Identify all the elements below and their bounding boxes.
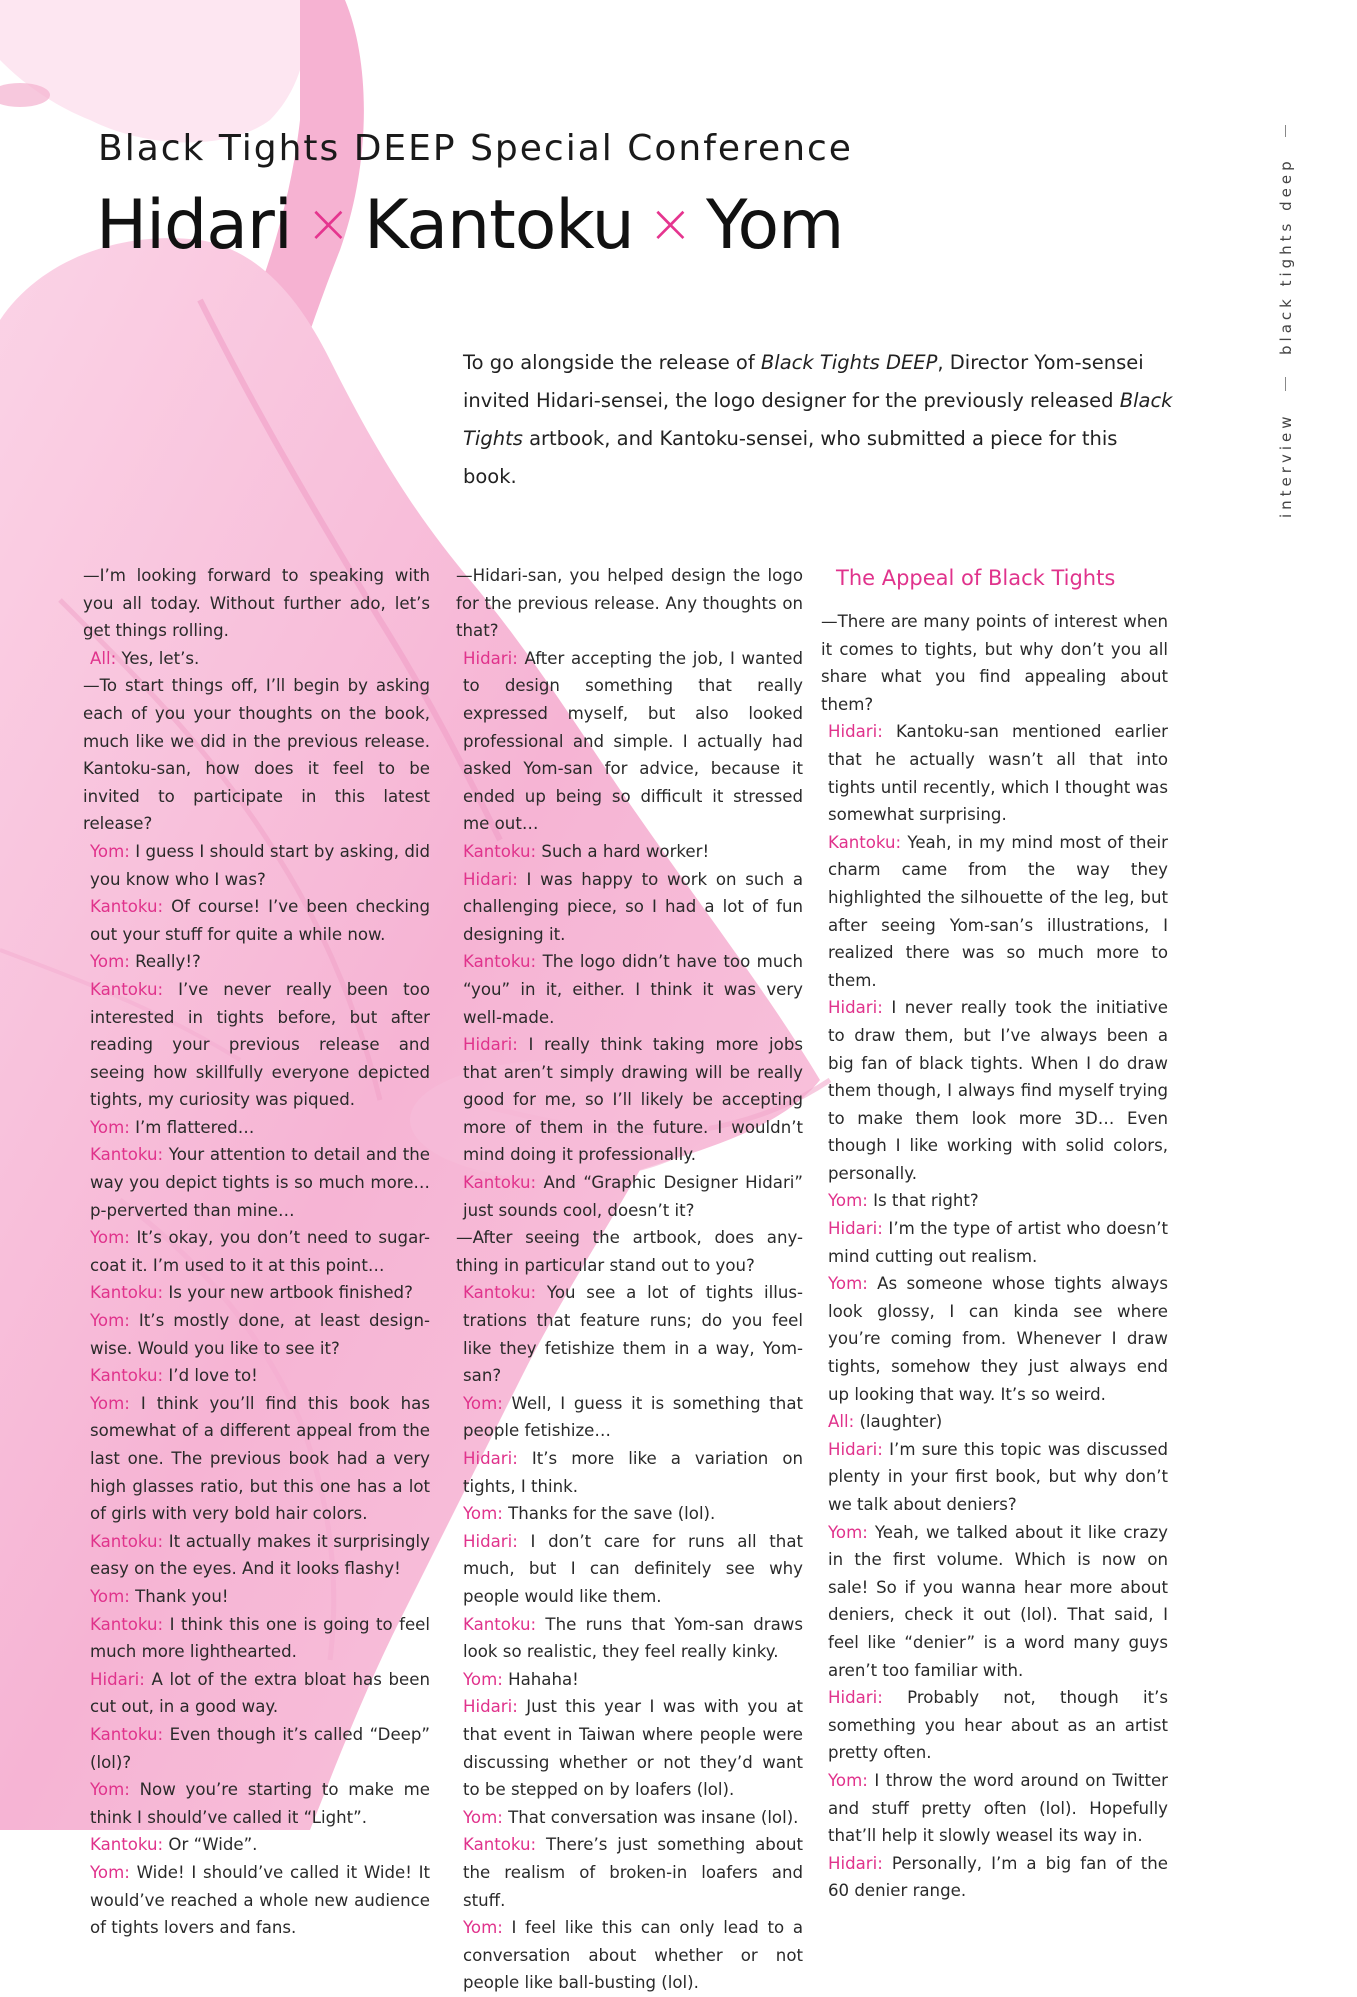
dialogue-line: [463, 1169, 803, 1224]
dialogue-text: You see a lot of tights illus-trations that feature runs; do you feel like they fetishize them in a way, Yom-san?: [463, 1283, 803, 1386]
dialogue-text: And “Graphic Designer Hidari” just sounds cool, doesn’t it?: [463, 1173, 803, 1220]
dialogue-text: Even though it’s called “Deep” (lol)?: [90, 1724, 430, 1772]
dialogue-text: Yeah, we talked about it like crazy in the first volume. Which is now on sale! So if you wanna hear more about deniers, check it out (lol). That said, I feel like “denier” is a word many guys aren’t too familiar with.: [828, 1522, 1168, 1680]
speaker-label: Kantoku:: [463, 952, 537, 972]
dialogue-text: I don’t care for runs all that much, but I can definitely see why people would like them.: [463, 1531, 803, 1606]
dialogue-text: I feel like this can only lead to a conversation about whether or not people like ball-busting (lol).: [463, 1918, 803, 1993]
speaker-label: Kantoku:: [828, 832, 902, 852]
sidebar-label: [1271, 125, 1301, 545]
speaker-label: Hidari:: [90, 1669, 145, 1689]
dialogue-text: Now you’re starting to make me think I should’ve called it “Light”.: [90, 1780, 430, 1827]
dialogue-line: [828, 1408, 1168, 1436]
speaker-label: Kantoku:: [90, 1366, 164, 1386]
dialogue-text: Yes, let’s.: [116, 648, 200, 668]
main-title: [96, 186, 843, 265]
dialogue-line: [90, 1859, 430, 1942]
dialogue-text: Yeah, in my mind most of their charm came from the way they highlighted the silhouette of the leg, but after seeing Yom-san’s illustrations, I realized there was so much more to them.: [828, 832, 1168, 990]
dialogue-text: The runs that Yom-san draws look so realistic, they feel really kinky.: [463, 1614, 803, 1662]
interviewer-question: [456, 1224, 803, 1279]
speaker-label: Hidari:: [828, 1853, 883, 1873]
speaker-label: Yom:: [463, 1669, 503, 1689]
speaker-label: Hidari:: [463, 1531, 518, 1551]
dialogue-line: [463, 1279, 803, 1389]
dialogue-text: I never really took the initiative to draw them, but I’ve always been a big fan of black tights. When I do draw them though, I always find myself trying to make them look more 3D… Even though I like working with solid colors, personally.: [828, 998, 1168, 1183]
dialogue-text: That conversation was insane (lol).: [502, 1807, 799, 1827]
speaker-label: All:: [90, 648, 117, 668]
column-3: [821, 562, 1168, 1905]
dialogue-line: [90, 1721, 430, 1776]
dialogue-line: [828, 1767, 1168, 1850]
dialogue-line: [828, 1215, 1168, 1270]
section-heading: The Appeal of Black Tights: [836, 566, 1116, 590]
speaker-label: Kantoku:: [90, 1614, 164, 1634]
dialogue-line: [463, 948, 803, 1031]
speaker-label: Hidari:: [828, 1688, 883, 1708]
dialogue-line: [828, 994, 1168, 1187]
dialogue-text: Probably not, though it’s something you hear about as an artist pretty often.: [828, 1688, 1168, 1763]
dialogue-text: I’ve never really been too interested in tights before, but after reading your previous release and seeing how skillfully everyone depicted tights, my curiosity was piqued.: [90, 979, 430, 1110]
dialogue-line: [463, 1914, 803, 1997]
speaker-label: Yom:: [828, 1191, 868, 1211]
dialogue-line: [90, 893, 430, 948]
intro-paragraph: [463, 344, 1173, 496]
speaker-label: Yom:: [90, 1862, 130, 1882]
title-separator: ×: [647, 192, 693, 255]
speaker-label: Yom:: [90, 952, 130, 972]
dialogue-text: I’m the type of artist who doesn’t mind cutting out realism.: [828, 1219, 1168, 1266]
speaker-label: Yom:: [463, 1504, 503, 1524]
speaker-label: Yom:: [90, 1117, 130, 1137]
speaker-label: Hidari:: [828, 998, 883, 1018]
dialogue-line: [463, 1611, 803, 1666]
dialogue-text: Wide! I should’ve called it Wide! It would’ve reached a whole new audience of tights lovers and fans.: [90, 1862, 430, 1938]
speaker-label: All:: [828, 1412, 855, 1432]
dialogue-line: [463, 1500, 803, 1528]
sidebar-divider: [1285, 377, 1286, 391]
intro-text: , Director Yom-sensei invited Hidari-sensei, the logo designer for the previously released: [463, 351, 1144, 412]
dialogue-text: Of course! I’ve been checking out your stuff for quite a while now.: [90, 897, 430, 944]
dialogue-line: [463, 1804, 803, 1832]
dialogue-text: It’s more like a variation on tights, I think.: [463, 1449, 803, 1496]
sidebar-text-top: black tights deep: [1277, 157, 1295, 355]
dialogue-text: Really!?: [129, 952, 201, 972]
dialogue-line: [463, 866, 803, 949]
interviewer-question: [821, 608, 1168, 718]
speaker-label: Kantoku:: [90, 1283, 164, 1303]
supertitle: Black Tights DEEP Special Conference: [98, 128, 853, 169]
dialogue-line: [828, 1519, 1168, 1685]
dialogue-line: [463, 1445, 803, 1500]
speaker-label: Kantoku:: [90, 1531, 164, 1551]
dialogue-text: —I’m looking forward to speaking with you all today. Without further ado, let’s get things rolling.: [83, 566, 430, 641]
speaker-label: Yom:: [90, 841, 130, 861]
speaker-label: Yom:: [828, 1274, 868, 1294]
speaker-label: Yom:: [828, 1522, 868, 1542]
dialogue-text: I was happy to work on such a challenging piece, so I had a lot of fun designing it.: [463, 869, 803, 944]
dialogue-line: [90, 1831, 430, 1859]
dialogue-text: Is that right?: [867, 1191, 979, 1211]
dialogue-line: [463, 1528, 803, 1611]
intro-text: artbook, and Kantoku-sensei, who submitted a piece for this book.: [463, 427, 1118, 488]
speaker-label: Yom:: [90, 1228, 130, 1248]
dialogue-line: [90, 1528, 430, 1583]
speaker-label: Yom:: [463, 1807, 503, 1827]
speaker-label: Hidari:: [463, 648, 518, 668]
dialogue-text: —After seeing the artbook, does any-thing in particular stand out to you?: [456, 1228, 803, 1275]
intro-text: To go alongside the release of: [463, 351, 761, 374]
dialogue-line: [828, 1684, 1168, 1767]
dialogue-text: There’s just something about the realism of broken-in loafers and stuff.: [463, 1835, 803, 1910]
dialogue-text: I throw the word around on Twitter and stuff pretty often (lol). Hopefully that’ll help it slowly weasel its way in.: [828, 1770, 1168, 1846]
dialogue-text: It actually makes it surprisingly easy on the eyes. And it looks flashy!: [90, 1531, 430, 1579]
sidebar-divider: [1285, 125, 1286, 137]
speaker-label: Hidari:: [828, 1219, 883, 1239]
dialogue-text: Or “Wide”.: [163, 1835, 258, 1855]
dialogue-line: [90, 976, 430, 1114]
dialogue-line: [463, 1031, 803, 1169]
dialogue-text: I’d love to!: [163, 1366, 258, 1386]
speaker-label: Kantoku:: [90, 1835, 164, 1855]
dialogue-line: [463, 645, 803, 838]
dialogue-text: Kantoku-san mentioned earlier that he actually wasn’t all that into tights until recently, which I thought was somewhat surprising.: [828, 722, 1168, 825]
dialogue-text: After accepting the job, I wanted to design something that really expressed myself, but also looked professional and simple. I actually had asked Yom-san for advice, because it ended up being so difficult it stressed me out…: [463, 648, 803, 834]
speaker-label: Kantoku:: [463, 1173, 537, 1193]
interviewer-question: [456, 562, 803, 645]
dialogue-line: [90, 1307, 430, 1362]
speaker-label: Hidari:: [463, 869, 518, 889]
intro-italic: Black Tights: [463, 389, 1173, 450]
dialogue-line: [463, 1693, 803, 1803]
dialogue-text: Thank you!: [129, 1586, 229, 1606]
dialogue-line: [90, 1776, 430, 1831]
dialogue-text: —Hidari-san, you helped design the logo for the previous release. Any thoughts on that?: [456, 566, 803, 641]
dialogue-text: Thanks for the save (lol).: [502, 1504, 716, 1524]
speaker-label: Kantoku:: [463, 1283, 537, 1303]
dialogue-line: [828, 1850, 1168, 1905]
dialogue-line: [90, 1279, 430, 1307]
speaker-label: Hidari:: [463, 1697, 518, 1717]
dialogue-line: [90, 1611, 430, 1666]
dialogue-text: I think this one is going to feel much more lighthearted.: [90, 1614, 430, 1662]
dialogue-line: [90, 838, 430, 893]
dialogue-line: [828, 1436, 1168, 1519]
dialogue-line: [90, 1141, 430, 1224]
dialogue-line: [90, 1666, 430, 1721]
speaker-label: Yom:: [828, 1770, 868, 1790]
dialogue-text: Just this year I was with you at that event in Taiwan where people were discussing whether or not they’d want to be stepped on by loafers (lol).: [463, 1697, 803, 1800]
speaker-label: Kantoku:: [90, 979, 164, 999]
sidebar-text-bottom: interview: [1277, 412, 1295, 518]
dialogue-line: [828, 718, 1168, 828]
interviewer-question: [83, 672, 430, 838]
speaker-label: Yom:: [463, 1918, 503, 1938]
dialogue-text: As someone whose tights always look glossy, I can kinda see where you’re coming from. Whenever I draw tights, somehow they just always end up looking that way. It’s so weird.: [828, 1274, 1168, 1404]
speaker-label: Kantoku:: [90, 1724, 164, 1744]
dialogue-line: [463, 1831, 803, 1914]
speaker-label: Hidari:: [828, 1439, 883, 1459]
dialogue-text: It’s mostly done, at least design-wise. Would you like to see it?: [90, 1311, 430, 1358]
title-separator: ×: [305, 192, 350, 255]
speaker-label: Kantoku:: [463, 1835, 537, 1855]
speaker-label: Yom:: [90, 1311, 130, 1331]
dialogue-text: —There are many points of interest when it comes to tights, but why don’t you all share what you find appealing about them?: [821, 612, 1168, 714]
dialogue-text: I’m sure this topic was discussed plenty in your first book, but why don’t we talk about deniers?: [828, 1439, 1168, 1514]
speaker-label: Kantoku:: [90, 897, 164, 917]
dialogue-line: [90, 1390, 430, 1528]
dialogue-text: Your attention to detail and the way you depict tights is so much more… p-perverted than mine…: [90, 1145, 430, 1220]
dialogue-line: [90, 1224, 430, 1279]
dialogue-line: [463, 1666, 803, 1694]
speaker-label: Yom:: [463, 1393, 503, 1413]
dialogue-text: The logo didn’t have too much “you” in it, either. I think it was very well-made.: [463, 952, 803, 1027]
dialogue-line: [90, 1114, 430, 1142]
dialogue-line: [90, 1362, 430, 1390]
speaker-label: Kantoku:: [463, 841, 537, 861]
intro-italic: Black Tights DEEP: [760, 351, 938, 374]
dialogue-text: Such a hard worker!: [536, 841, 710, 861]
dialogue-line: [828, 1270, 1168, 1408]
dialogue-line: [828, 1187, 1168, 1215]
title-name-kantoku: Kantoku: [363, 186, 634, 265]
title-name-hidari: Hidari: [96, 186, 292, 265]
dialogue-line: [90, 645, 430, 673]
dialogue-line: [463, 838, 803, 866]
dialogue-text: Personally, I’m a big fan of the 60 denier range.: [828, 1853, 1168, 1901]
dialogue-text: A lot of the extra bloat has been cut out, in a good way.: [90, 1669, 430, 1717]
dialogue-text: It’s okay, you don’t need to sugar-coat it. I’m used to it at this point…: [90, 1228, 430, 1275]
speaker-label: Hidari:: [463, 1035, 518, 1055]
dialogue-text: I’m flattered…: [129, 1117, 255, 1137]
dialogue-text: Is your new artbook finished?: [163, 1283, 413, 1303]
speaker-label: Kantoku:: [463, 1614, 537, 1634]
dialogue-text: I guess I should start by asking, did you know who I was?: [90, 841, 430, 889]
dialogue-text: I think you’ll find this book has somewhat of a different appeal from the last one. The previous book had a very high glasses ratio, but this one has a lot of girls with very bold hair colors.: [90, 1393, 430, 1524]
dialogue-line: [90, 1583, 430, 1611]
dialogue-text: (laughter): [854, 1412, 943, 1432]
speaker-label: Yom:: [90, 1393, 130, 1413]
column-1: [83, 562, 430, 1942]
dialogue-text: Hahaha!: [502, 1669, 579, 1689]
dialogue-text: I really think taking more jobs that aren’t simply drawing will be really good for me, so I’ll likely be accepting more of them in the future. I wouldn’t mind doing it professionally.: [463, 1035, 803, 1165]
speaker-label: Yom:: [90, 1586, 130, 1606]
interviewer-question: [83, 562, 430, 645]
speaker-label: Yom:: [90, 1780, 130, 1800]
speaker-label: Hidari:: [463, 1449, 518, 1468]
speaker-label: Hidari:: [828, 722, 883, 742]
title-name-yom: Yom: [706, 186, 844, 265]
speaker-label: Kantoku:: [90, 1145, 164, 1165]
dialogue-line: [463, 1390, 803, 1445]
column-2: [456, 562, 803, 1997]
dialogue-text: Well, I guess it is something that people fetishize…: [463, 1393, 803, 1441]
dialogue-text: —To start things off, I’ll begin by asking each of you your thoughts on the book, much like we did in the previous release. Kantoku-san, how does it feel to be invited to participate in this latest release?: [83, 676, 430, 834]
dialogue-line: [90, 948, 430, 976]
dialogue-line: [828, 829, 1168, 995]
